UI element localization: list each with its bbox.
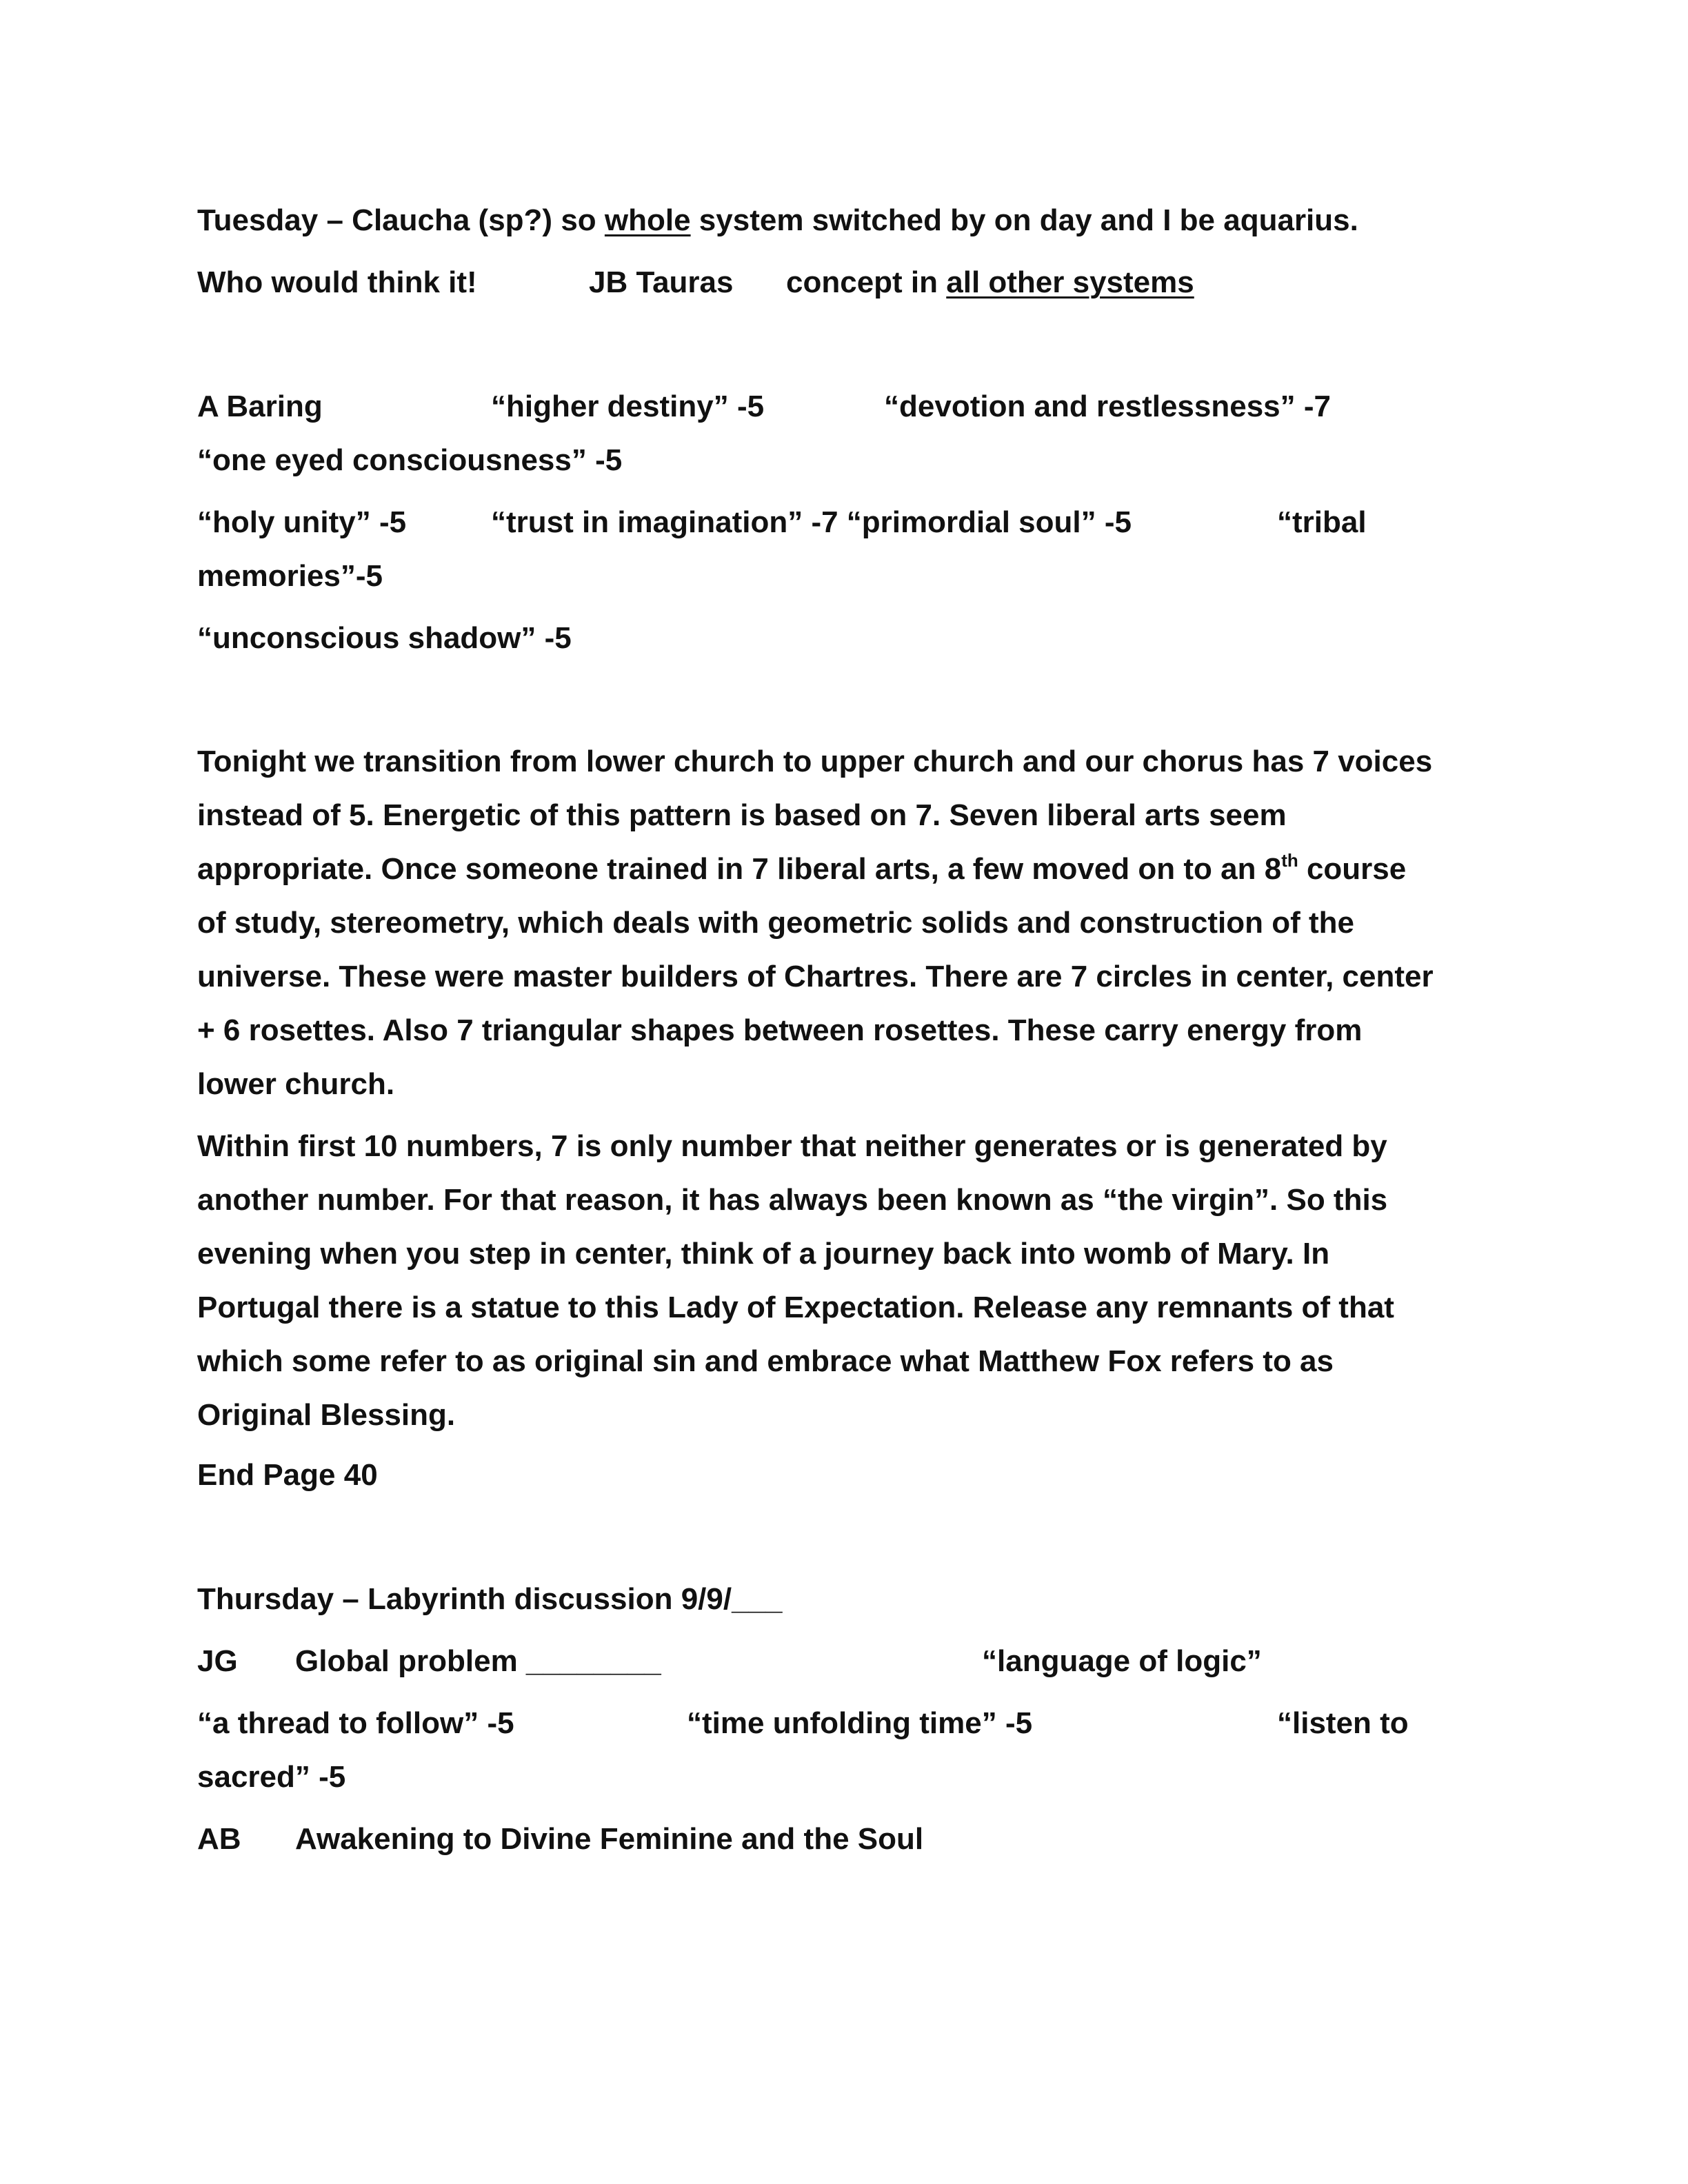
thursday-quote-thread: “a thread to follow” -5 xyxy=(197,1706,514,1740)
jg-label: JG xyxy=(197,1644,238,1678)
baring-quote-holy-unity: “holy unity” -5 xyxy=(197,505,407,539)
baring-name: A Baring xyxy=(197,390,323,423)
tuesday-text-a: Tuesday – Claucha (sp?) so xyxy=(197,203,605,237)
para1-line: of study, stereometry, which deals with geometric solids and construction of the xyxy=(197,906,1354,940)
paragraph-transition xyxy=(197,735,1549,1111)
para2-line: Within first 10 numbers, 7 is only number that neither generates or is generated by xyxy=(197,1129,1387,1163)
jg-quote-logic: “language of logic” xyxy=(982,1644,1262,1678)
para2-line: Portugal there is a statue to this Lady of Expectation. Release any remnants of that xyxy=(197,1291,1394,1324)
thursday-quote-time: “time unfolding time” -5 xyxy=(687,1706,1033,1740)
jg-text: Global problem ________ xyxy=(295,1644,661,1678)
baring-quote-tribal-a: “tribal xyxy=(1277,505,1367,539)
tuesday-underlined-word: whole xyxy=(604,203,691,237)
para1-line: instead of 5. Energetic of this pattern is based on 7. Seven liberal arts seem xyxy=(197,798,1287,832)
baring-quote-imagination-primordial: “trust in imagination” -7 “primordial soul” -5 xyxy=(491,505,1132,539)
paragraph-virgin xyxy=(197,1120,1549,1442)
baring-quote-higher-destiny: “higher destiny” -5 xyxy=(491,390,765,423)
baring-quote-one-eyed: “one eyed consciousness” -5 xyxy=(197,443,623,477)
ordinal-superscript: th xyxy=(1281,850,1298,871)
para1-line: universe. These were master builders of Chartres. There are 7 circles in center, center xyxy=(197,960,1434,993)
para1-line: + 6 rosettes. Also 7 triangular shapes between rosettes. These carry energy from xyxy=(197,1013,1363,1047)
tuesday-line xyxy=(197,205,1358,236)
baring-quote-shadow: “unconscious shadow” -5 xyxy=(197,621,572,655)
para1-line: lower church. xyxy=(197,1067,395,1101)
para1-line3-b: course xyxy=(1298,852,1407,886)
para1-line-ordinal xyxy=(197,842,1549,896)
para1-line: Tonight we transition from lower church to upper church and our chorus has 7 voices xyxy=(197,745,1433,778)
baring-quote-tribal-b: memories”-5 xyxy=(197,559,383,593)
para2-line: evening when you step in center, think of a journey back into womb of Mary. In xyxy=(197,1237,1330,1271)
jb-tauras-text: JB Tauras xyxy=(589,265,734,299)
para1-line3-a: appropriate. Once someone trained in 7 liberal arts, a few moved on to an 8 xyxy=(197,852,1282,886)
para2-line: Original Blessing. xyxy=(197,1398,456,1432)
thursday-title: Thursday – Labyrinth discussion 9/9/___ xyxy=(197,1582,783,1616)
baring-quote-devotion: “devotion and restlessness” -7 xyxy=(884,390,1331,423)
tuesday-text-b: system switched by on day and I be aquarius. xyxy=(690,203,1358,237)
ab-label: AB xyxy=(197,1822,241,1856)
ab-text: Awakening to Divine Feminine and the Soul xyxy=(295,1822,924,1856)
concept-text: concept in xyxy=(786,265,947,299)
para2-line: which some refer to as original sin and embrace what Matthew Fox refers to as xyxy=(197,1344,1334,1378)
concept-line xyxy=(786,267,1194,298)
thursday-quote-listen-a: “listen to xyxy=(1277,1706,1409,1740)
who-would-think-text: Who would think it! xyxy=(197,265,477,299)
para2-line: another number. For that reason, it has always been known as “the virgin”. So this xyxy=(197,1183,1388,1217)
concept-underlined: all other systems xyxy=(946,265,1194,299)
thursday-quote-listen-b: sacred” -5 xyxy=(197,1760,346,1794)
end-page-marker: End Page 40 xyxy=(197,1458,378,1492)
